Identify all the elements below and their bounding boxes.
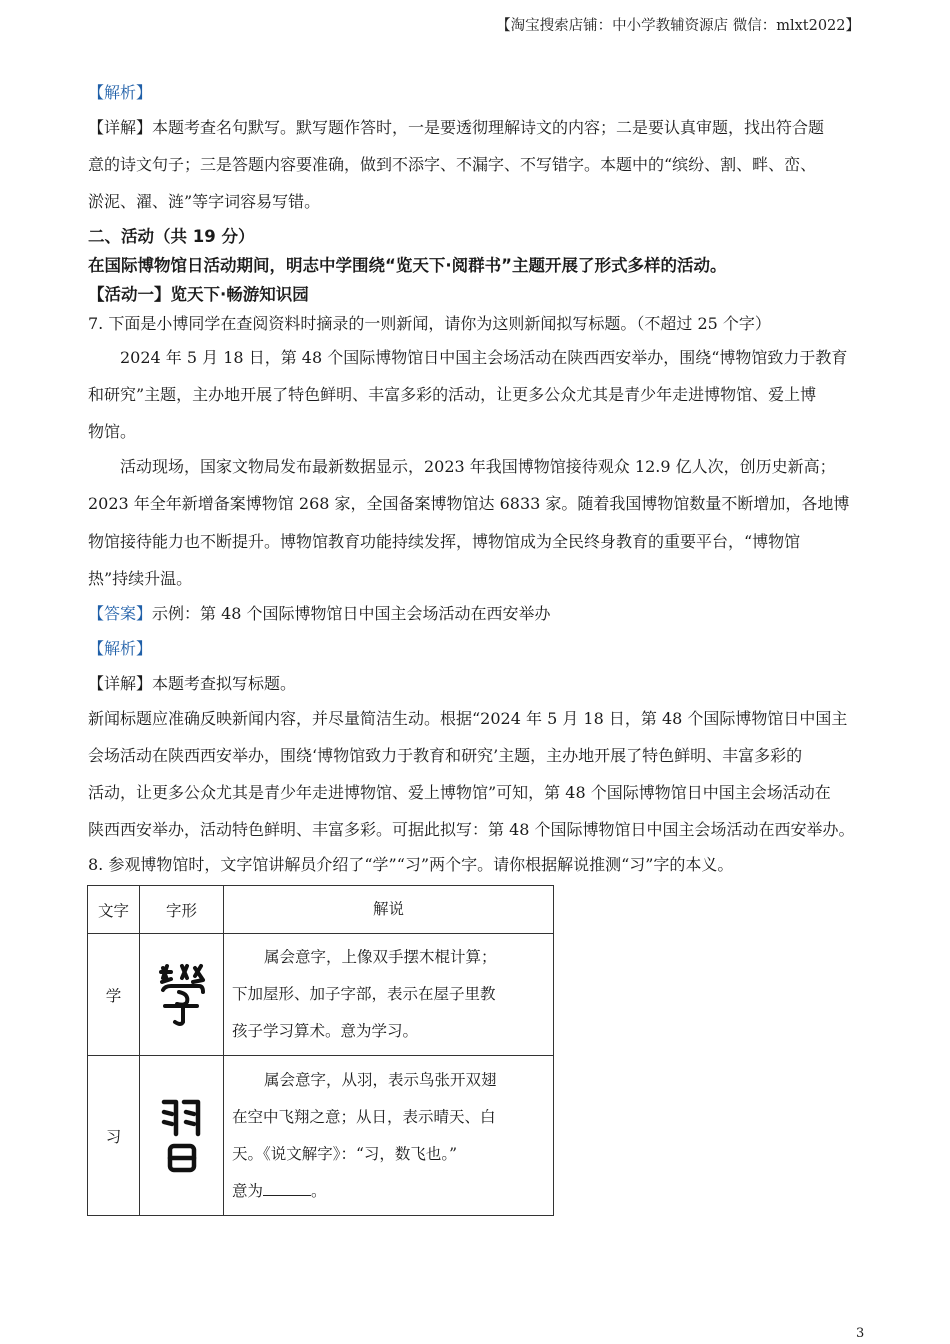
question-7-stem: 7. 下面是小博同学在查阅资料时摘录的一则新闻，请你为这则新闻拟写标题。（不超过 25 个字） [88,314,771,333]
answer-text: 示例：第 48 个国际博物馆日中国主会场活动在西安举办 [152,604,551,623]
table-header-cell: 文字 [88,886,140,934]
table-cell-char: 学 [88,934,140,1056]
analysis-label: 【解析】 [88,639,153,658]
analysis-label: 【解析】 [88,83,153,102]
question-8-stem: 8. 参观博物馆时，文字馆讲解员介绍了“学”“习”两个字。请你根据解说推测“习”字的本义。 [88,855,734,874]
xi-seal-script-glyph [140,1056,224,1216]
table-header-row [88,886,554,934]
table-header-cell: 解说 [224,886,554,934]
answer-prefix: 意为 [232,1181,264,1200]
explanation-cell [224,934,554,1056]
detail-paragraph-line: 意的诗文句子；三是答题内容要准确，做到不添字、不漏字、不写错字。本题中的“缤纷、割、畔、峦、 [88,155,817,174]
answer-suffix: 。 [311,1181,327,1200]
detail-paragraph-line: 会场活动在陕西西安举办，围绕‘博物馆致力于教育和研究’主题，主办地开展了特色鲜明、丰富多彩的 [88,746,803,765]
answer-tag: 【答案】 [88,604,153,623]
news-line: 物馆接待能力也不断提升。博物馆教育功能持续发挥，博物馆成为全民终身教育的重要平台，“博物馆 [88,532,801,551]
explanation-line [232,1173,545,1210]
xue-seal-script-glyph [140,934,224,1056]
news-line: 和研究”主题，主办地开展了特色鲜明、丰富多彩的活动，让更多公众尤其是青少年走进博物馆、爱上博 [88,385,817,404]
answer-line [88,604,551,624]
explanation-line: 属会意字，上像双手摆木棍计算； [264,948,497,966]
detail-paragraph-line [88,118,824,138]
table-row [88,934,554,1056]
news-line: 2024 年 5 月 18 日，第 48 个国际博物馆日中国主会场活动在陕西西安举办，围绕“博物馆致力于教育 [120,348,848,367]
news-line: 热”持续升温。 [88,569,193,588]
news-line: 活动现场，国家文物局发布最新数据显示，2023 年我国博物馆接待观众 12.9 亿人次，创历史新高； [120,457,836,476]
character-table [87,885,554,1216]
explanation-cell [224,1056,554,1216]
detail-tag: 【详解】 [88,118,153,137]
detail-text: 本题考查拟写标题。 [152,674,297,693]
activity-title: 【活动一】览天下·畅游知识园 [88,285,309,304]
detail-paragraph-line [88,674,296,694]
table-cell-char: 习 [88,1056,140,1216]
explanation-line: 天。《说文解字》：“习，数飞也。” [232,1144,458,1163]
detail-text: 本题考查名句默写。默写题作答时，一是要透彻理解诗文的内容；二是要认真审题，找出符合题 [152,118,825,137]
page-header: 【淘宝搜索店铺：中小学教辅资源店 微信：mlxt2022】 [496,18,860,34]
explanation-line: 属会意字，从羽，表示鸟张开双翅 [264,1070,497,1089]
explanation-line: 孩子学习算术。意为学习。 [232,1022,419,1040]
section-title: 二、活动（共 19 分） [88,227,255,246]
detail-paragraph-line: 活动，让更多公众尤其是青少年走进博物馆、爱上博物馆”可知，第 48 个国际博物馆日中国主会场活动在 [88,783,831,802]
news-line: 物馆。 [88,422,137,441]
detail-paragraph-line: 淤泥、濯、涟”等字词容易写错。 [88,192,321,211]
table-header-cell: 字形 [140,886,224,934]
section-intro: 在国际博物馆日活动期间，明志中学围绕“览天下·阅群书”主题开展了形式多样的活动。 [88,256,727,275]
answer-blank[interactable] [263,1181,311,1196]
table-row [88,1056,554,1216]
explanation-line: 在空中飞翔之意；从日，表示晴天、白 [232,1107,496,1126]
explanation-line: 下加屋形、加子字部，表示在屋子里教 [232,985,496,1003]
page-number: 3 [856,1326,865,1341]
detail-paragraph-line: 新闻标题应准确反映新闻内容，并尽量简洁生动。根据“2024 年 5 月 18 日，第 48 个国际博物馆日中国主 [88,709,848,728]
news-line: 2023 年全年新增备案博物馆 268 家，全国备案博物馆达 6833 家。随着我国博物馆数量不断增加，各地博 [88,494,850,513]
detail-paragraph-line: 陕西西安举办，活动特色鲜明、丰富多彩。可据此拟写：第 48 个国际博物馆日中国主会场活动在西安举办。 [88,820,855,839]
detail-tag: 【详解】 [88,674,153,693]
